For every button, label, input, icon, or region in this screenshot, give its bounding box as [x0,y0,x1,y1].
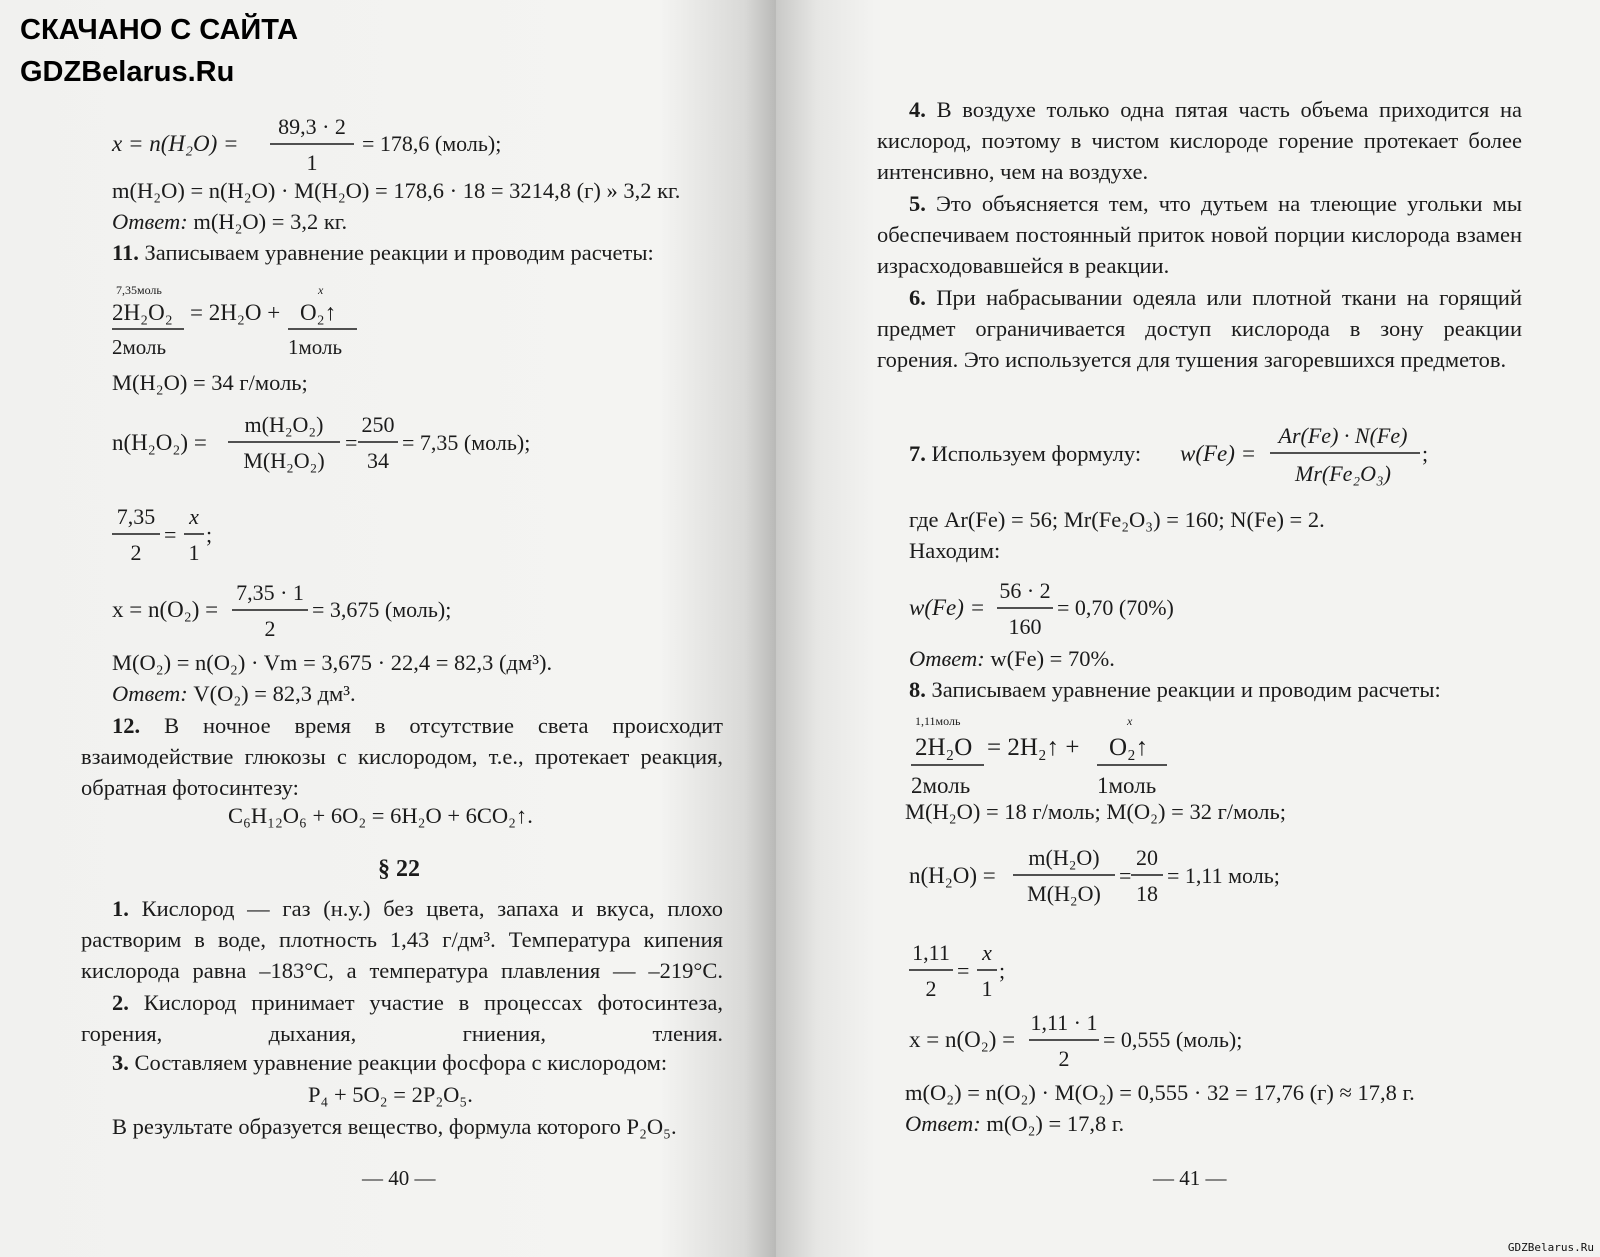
answer-value: w(Fe) = 70%. [990,646,1115,671]
question-number: 3. [112,1050,129,1075]
eq-equals: = [1119,863,1132,888]
question-8-molar-masses: M(H₂O) = 18 г/моль; M(O₂) = 32 г/моль; [905,799,1286,824]
reaction-8 [909,713,1199,799]
reaction-top-right: x [318,283,324,297]
equation-water-moles-q8 [909,845,1329,913]
question-3-heading [112,1050,667,1076]
reaction-reactant: 2H₂O₂ [112,300,173,325]
prop-denominator-2: 1 [981,976,993,1001]
answer-label: Ответ: [112,681,188,706]
eq-numerator: 89,3 · 2 [278,114,346,139]
reaction-bottom-right: 1моль [288,335,343,359]
prop-numerator-1: 7,35 [116,504,156,529]
watermark-line-2: GDZBelarus.Ru [20,56,235,88]
prop-equals: = [957,958,970,983]
answer-value: m(H₂O) = 3,2 кг. [193,209,348,234]
task-12-paragraph [81,710,723,803]
reaction-bottom-left: 2моль [911,773,971,798]
reaction-bottom-right: 1моль [1097,773,1157,798]
answer-label: Ответ: [905,1111,981,1136]
question-text: Составляем уравнение реакции фосфора с кислородом: [134,1050,668,1075]
reaction-middle: = 2H₂O + [190,300,281,325]
task-number: 11. [112,240,139,265]
eq-denominator-1: M(H₂O) [1027,881,1101,906]
prop-denominator-2: 1 [188,540,200,565]
eq-numerator-2: 250 [361,412,395,437]
eq-lhs: x = n(O₂) = [909,1027,1016,1052]
equation-o2-moles [112,580,532,642]
reaction-bottom-left: 2моль [112,335,167,359]
answer-label: Ответ: [112,209,188,234]
question-3-equation: P₄ + 5O₂ = 2P₂O₅. [308,1082,473,1107]
question-text: В воздухе только одна пятая часть объема приходится на кислород, поэтому в чистом кислороде горение протекает более интенсивно, чем на воздухе. [877,97,1523,184]
question-4-paragraph [877,94,1522,187]
equation-h2o2-moles [112,412,562,480]
eq-denominator-1: M(H₂O₂) [243,448,325,473]
formula-mass-fraction [1180,423,1480,491]
eq-equals: = [345,430,358,455]
eq-numerator: 7,35 · 1 [236,580,304,605]
equation-o2-moles-q8 [909,1010,1329,1072]
answer-q7 [909,646,1115,672]
prop-end: ; [999,958,1006,983]
question-2-paragraph [81,987,723,1049]
question-text: Используем формулу: [931,441,1142,466]
question-text: Кислород принимает участие в процессах фотосинтеза, горения, дыхания, гниения, тления. [81,990,724,1046]
eq-rhs: = 178,6 (моль); [362,131,502,156]
question-7-where: где Ar(Fe) = 56; Mr(Fe₂O₃) = 160; N(Fe) = 2. [909,507,1325,532]
answer-label: Ответ: [909,646,985,671]
eq-numerator: 56 · 2 [999,578,1051,603]
molar-mass-h2o2: M(H₂O) = 34 г/моль; [112,370,308,395]
answer-value: m(O₂) = 17,8 г. [986,1111,1125,1136]
eq-denominator: 160 [1008,614,1042,639]
answer-water [112,209,347,235]
task-11-heading [112,240,654,266]
reaction-top-left: 7,35моль [116,283,162,297]
reaction-middle: = 2H₂↑ + [987,734,1080,761]
question-text: Это объясняется тем, что дутьем на тлеющие угольки мы обеспечиваем постоянный приток новой порции кислорода взамен израсходовавшейся в реакции. [877,191,1523,278]
reaction-11 [112,282,392,362]
question-7-heading [909,441,1141,467]
question-number: 7. [909,441,926,466]
task-number: 12. [112,713,141,738]
eq-rhs: = 7,35 (моль); [402,430,531,455]
reaction-top-right: x [1127,714,1133,728]
eq-lhs: x = n(H₂O) = [112,131,239,156]
question-number: 1. [112,896,129,921]
question-text: Записываем уравнение реакции и проводим расчеты: [931,677,1441,702]
question-8-heading [909,677,1441,703]
task-text: В ночное время в отсутствие света происходит взаимодействие глюкозы с кислородом, т.е., протекает реакция, обратная фотосинтезу: [81,713,724,800]
equation-mass-fraction [909,578,1239,640]
proportion-8 [909,940,1039,1002]
section-title: § 22 [378,856,420,882]
eq-numerator: 1,11 · 1 [1030,1010,1098,1035]
question-6-paragraph [877,282,1522,375]
eq-denominator: 1 [306,150,318,175]
eq-lhs: n(H₂O₂) = [112,430,207,455]
page-number-right: — 41 — [1153,1166,1227,1190]
question-7-find: Находим: [909,538,1001,563]
eq-lhs: n(H₂O) = [909,863,996,888]
page-number-left: — 40 — [362,1166,436,1190]
question-8-mass: m(O₂) = n(O₂) · M(O₂) = 0,555 · 32 = 17,76 (г) ≈ 17,8 г. [905,1080,1415,1105]
line-volume-o2: M(O₂) = n(O₂) · Vm = 3,675 · 22,4 = 82,3 (дм³). [112,650,553,675]
reaction-top-left: 1,11моль [915,714,961,728]
eq-denominator-2: 34 [367,448,389,473]
prop-equals: = [164,522,177,547]
prop-denominator-1: 2 [925,976,937,1001]
eq-lhs: x = n(O₂) = [112,597,219,622]
prop-denominator-1: 2 [130,540,142,565]
eq-lhs: w(Fe) = [909,595,986,620]
question-number: 6. [909,285,926,310]
prop-end: ; [206,522,213,547]
question-number: 2. [112,990,129,1015]
eq-rhs: = 1,11 моль; [1167,863,1280,888]
answer-value: V(O₂) = 82,3 дм³. [193,681,356,706]
eq-denominator: 2 [264,616,276,641]
prop-numerator-1: 1,11 [912,940,950,965]
reaction-product: O₂↑ [300,300,337,325]
question-text: При набрасывании одеяла или плотной ткани на горящий предмет ограничивается доступ кислорода в зону реакции горения. Это используется для тушения загоревшихся предметов. [877,285,1522,372]
question-1-paragraph [81,893,723,986]
eq-rhs: = 3,675 (моль); [312,597,452,622]
task-12-equation: C₆H₁₂O₆ + 6O₂ = 6H₂O + 6CO₂↑. [228,803,533,828]
equation-water-moles [112,114,512,176]
question-number: 5. [909,191,926,216]
eq-numerator-1: m(H₂O₂) [244,412,324,437]
task-text: Записываем уравнение реакции и проводим расчеты: [144,240,654,265]
question-5-paragraph [877,188,1522,281]
eq-denominator: 2 [1058,1046,1070,1071]
question-text: Кислород — газ (н.у.) без цвета, запаха и вкуса, плохо растворим в воде, плотность 1,43 г/дм³. Температура кипения кислорода равна –183°С, а температура плавления — –219°С. [81,896,723,983]
answer-q8 [905,1111,1124,1137]
eq-numerator-2: 20 [1136,845,1158,870]
formula-lhs: w(Fe) = [1180,441,1257,466]
proportion-11 [112,504,242,566]
answer-o2 [112,681,356,707]
prop-numerator-2: x [189,504,199,529]
question-3-result: В результате образуется вещество, формула которого P₂O₅. [112,1114,677,1139]
formula-numerator: Ar(Fe) · N(Fe) [1278,423,1408,448]
reaction-reactant: 2H₂O [915,734,973,761]
question-number: 8. [909,677,926,702]
eq-numerator-1: m(H₂O) [1028,845,1100,870]
reaction-product: O₂↑ [1109,734,1149,761]
prop-numerator-2: x [982,940,992,965]
eq-rhs: = 0,555 (моль); [1103,1027,1243,1052]
line-mass-water: m(H₂O) = n(H₂O) · M(H₂O) = 178,6 · 18 = 3214,8 (г) » 3,2 кг. [112,178,681,203]
watermark-line-1: СКАЧАНО С САЙТА [20,14,299,46]
formula-end: ; [1422,441,1429,466]
eq-rhs: = 0,70 (70%) [1057,595,1174,620]
footer-site-link[interactable]: GDZBelarus.Ru [1507,1241,1594,1254]
eq-denominator-2: 18 [1136,881,1158,906]
formula-denominator: Mr(Fe₂O₃) [1295,461,1391,486]
question-number: 4. [909,97,926,122]
